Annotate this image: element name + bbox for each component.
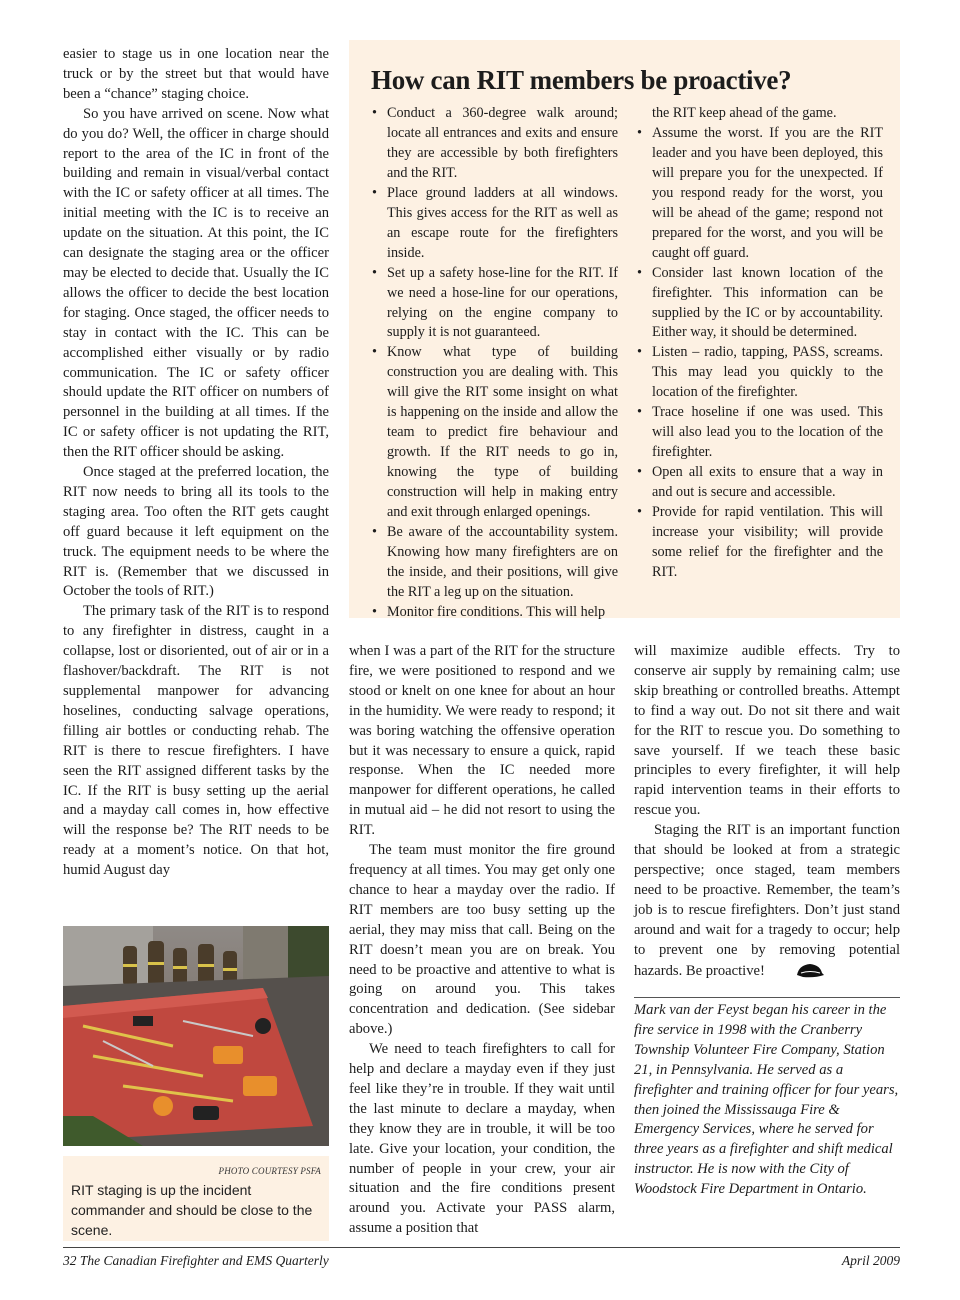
sidebar-bullet: • Provide for rapid ventilation. This will increase your visibility; will provide some relief for the firefighter and the RIT. bbox=[636, 503, 883, 583]
sidebar-bullet: • Monitor fire conditions. This will help bbox=[371, 603, 618, 623]
article-column-2 bbox=[349, 642, 615, 1239]
sidebar-bullet-continuation: the RIT keep ahead of the game. bbox=[652, 105, 837, 121]
body-paragraph: easier to stage us in one location near the truck or by the street but that would have been a “chance” staging choice. bbox=[63, 46, 329, 102]
body-paragraph: We need to teach firefighters to call for help and declare a mayday even if they just feel like they’re in trouble. If they wait until the last minute to declare a mayday, when they know they are in trouble, it will be too late. Give your location, your condition, the number of people in your crew, your air situation and the fire conditions present around you. Activate your PASS alarm, assume a position that bbox=[349, 1041, 615, 1237]
sidebar-column-right bbox=[636, 104, 883, 623]
sidebar-bullet: • Place ground ladders at all windows. This gives access for the RIT as well as an escape route for the firefighters inside. bbox=[371, 184, 618, 264]
sidebar-bullet: • Set up a safety hose-line for the RIT. If we need a hose-line for our operations, relying on the engine company to supply it is not guaranteed. bbox=[371, 264, 618, 344]
body-paragraph: The team must monitor the fire ground frequency at all times. You may get only one chance to hear a mayday over the radio. If RIT members are too busy setting up the aerial, they may miss that call. Being on the RIT doesn’t mean you are on break. You need to be proactive and attentive to what is going on around you. This takes concentration and dedication. (See sidebar above.) bbox=[349, 842, 615, 1038]
photo-caption-box bbox=[63, 1156, 329, 1241]
photo-caption: RIT staging is up the incident commander and should be close to the scene. bbox=[71, 1182, 313, 1238]
sidebar-list-left bbox=[371, 104, 618, 623]
body-paragraph: when I was a part of the RIT for the structure fire, we were positioned to respond and we stood or knelt on one knee for about an hour in the humidity. We were ready to respond; it was boring watching the offensive operation but it was necessary to ensure a quick, rapid response. When the IC needed more manpower for different operations, he called in mutual aid – he did not resort to using the RIT. bbox=[349, 643, 615, 839]
article-column-3 bbox=[634, 642, 900, 985]
firefighter-helmet-icon bbox=[775, 961, 825, 986]
bio-divider bbox=[634, 997, 900, 998]
sidebar-columns bbox=[371, 104, 884, 623]
sidebar-bullet: • Open all exits to ensure that a way in and out is secure and accessible. bbox=[636, 463, 883, 503]
sidebar-title: How can RIT members be proactive? bbox=[371, 65, 792, 95]
issue-date: April 2009 bbox=[841, 1253, 900, 1268]
body-paragraph: Once staged at the preferred location, the RIT now needs to bring all its tools to the staging area. Too often the RIT gets caught off guard because it left equipment on the truck. The equipment needs to be where the RIT is. (Remember that we discussed in October the tools of RIT.) bbox=[63, 464, 329, 600]
body-paragraph bbox=[634, 821, 900, 985]
sidebar-bullet: • Trace hoseline if one was used. This will also lead you to the location of the firefighter. bbox=[636, 403, 883, 463]
sidebar-bullet: • Assume the worst. If you are the RIT leader and you have been deployed, this will prepare you for the unexpected. If you respond ready for the worst, you will be ahead of the game; respond not prepared for the worst, and you will be caught off guard. bbox=[636, 124, 883, 264]
author-bio: Mark van der Feyst began his career in the fire service in 1998 with the Cranberry Township Volunteer Fire Company, Station 21, in Pennsylvania. He served as a firefighter and training officer for four years, then joined the Mississauga Fire & Emergency Services, where he served for three years as a firefighter and shift medical instructor. He is now with the City of Woodstock Fire Department in Ontario. bbox=[634, 1002, 899, 1198]
sidebar-bullet: • Consider last known location of the firefighter. This information can be supplied by the IC or by accountability. Either way, it should be determined. bbox=[636, 264, 883, 344]
body-paragraph: The primary task of the RIT is to respond to any firefighter in distress, caught in a collapse, lost or disoriented, out of air or in a flashover/backdraft. The RIT is not supplemental manpower for advancing hoselines, conducting salvage operations, filling air bottles or conducting rehab. The RIT is there to rescue firefighters. I have seen the RIT assigned different tasks by the IC. If the RIT is busy setting up the aerial and a mayday call comes in, how effective will the response be? The RIT needs to be ready at a moment’s notice. On that hot, humid August day bbox=[63, 603, 329, 879]
body-paragraph: So you have arrived on scene. Now what do you do? Well, the officer in charge should report to the area of the IC in front of the building and remain in visual/verbal contact with the IC or safety officer at all times. The initial meeting with the IC is to receive an update on the situation. At this point, the IC can designate the staging area or the officer may be elected to decide that. Usually the IC allows the officer to decide the best location for staging. Once staged, the officer needs to stay in contact with the IC. This can be accomplished either visually or by radio communication. The IC or safety officer should update the RIT officer on numbers of personnel in the building at all times. If the IC or safety officer is not updating the RIT, then the RIT officer should be asking. bbox=[63, 105, 329, 461]
sidebar-bullet: • Know what type of building construction you are dealing with. This will give the RIT some insight on what is happening on the inside and allow the team to predict fire behaviour and growth. If the RIT needs to go in, knowing the type of building construction will help in making entry and exit through enlarged openings. bbox=[371, 343, 618, 523]
sidebar-bullet: • Be aware of the accountability system. Knowing how many firefighters are on the inside, and their positions, will give the RIT a leg up on the situation. bbox=[371, 523, 618, 603]
sidebar-column-left bbox=[371, 104, 618, 623]
sidebar-bullet: • Listen – radio, tapping, PASS, screams. This may lead you quickly to the location of the firefighter. bbox=[636, 343, 883, 403]
page-folio: 32 The Canadian Firefighter and EMS Quarterly bbox=[63, 1253, 329, 1268]
sidebar-box bbox=[349, 40, 900, 618]
photo-credit: PHOTO COURTESY PSFA bbox=[218, 1166, 321, 1176]
closing-paragraph-text: Staging the RIT is an important function that should be looked at from a strategic perspective; once staged, team members need to be proactive. Remember, the team’s job is to rescue firefighters. Don’t just stand around and wait for a tragedy to occur; help to prevent one by removing potential hazards. Be proactive! bbox=[634, 822, 900, 979]
sidebar-list-right bbox=[636, 104, 883, 583]
rit-staging-photo bbox=[63, 926, 329, 1146]
sidebar-bullet: • Conduct a 360-degree walk around; locate all entrances and exits and ensure they are accessible by both firefighters and the RIT. bbox=[371, 104, 618, 184]
article-column-1 bbox=[63, 45, 329, 881]
body-paragraph: will maximize audible effects. Try to conserve air supply by remaining calm; use skip breathing or controlled breaths. Attempt to find a way out. Do not sit there and wait for the RIT to rescue you. Do something to save yourself. If we teach these basic principles to every firefighter, it will help rapid intervention teams in their efforts to rescue you. bbox=[634, 643, 900, 819]
footer-divider bbox=[63, 1247, 900, 1248]
